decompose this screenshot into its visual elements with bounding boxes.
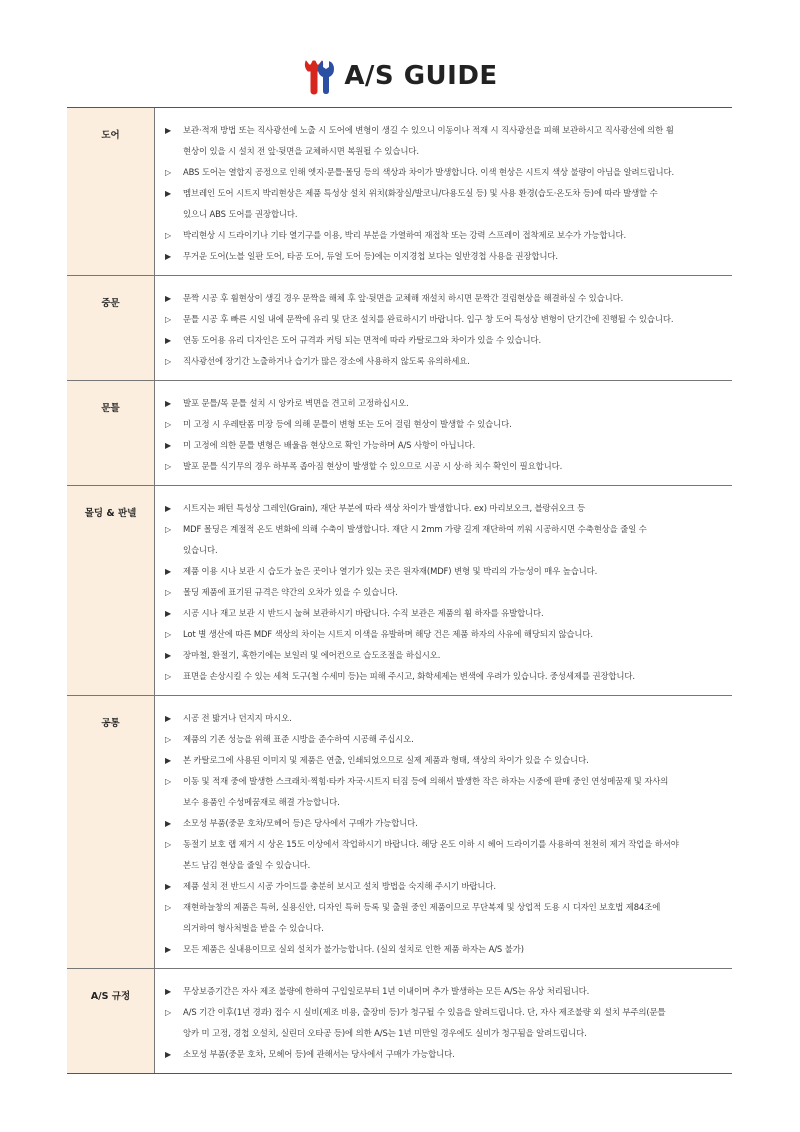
section-row [67, 968, 732, 1073]
guide-item-text: 소모성 부품(중문 호차, 모헤어 등)에 관해서는 당사에서 구매가 가능합니다. [183, 1049, 455, 1059]
guide-item [165, 813, 726, 834]
filled-triangle-bullet-icon: ▶ [165, 1050, 172, 1059]
guide-item-text: 보관·적재 방법 또는 직사광선에 노출 시 도어에 변형이 생길 수 있으니 이동이나 적재 시 직사광선을 피해 보관하시고 직사광선에 의한 휨 현상이 있을 시 설치 전 앞·뒷면을 교체하시면 복원될 수 있습니다. [183, 125, 674, 156]
outline-triangle-bullet-icon: ▷ [165, 357, 172, 366]
outline-triangle-bullet-icon: ▷ [165, 420, 172, 429]
guide-item-text: 시트지는 패턴 특성상 그레인(Grain), 재단 부분에 따라 색상 차이가 발생합니다. ex) 마리보오크, 블랑쉬오크 등 [183, 503, 586, 513]
guide-item [165, 561, 726, 582]
guide-item-text: 시공 시나 재고 보관 시 반드시 눕혀 보관하시기 바랍니다. 수직 보관은 제품의 휨 하자를 유발합니다. [183, 608, 544, 618]
guide-item [165, 330, 726, 351]
guide-item-text: 제품의 기존 성능을 위해 표준 시방을 준수하여 시공해 주십시오. [183, 734, 414, 744]
guide-item [165, 288, 726, 309]
outline-triangle-bullet-icon: ▷ [165, 462, 172, 471]
guide-item [165, 771, 726, 813]
guide-item-text: 문짝 시공 후 휨현상이 생길 경우 문짝을 해체 후 앞·뒷면을 교체해 재설치 하시면 문짝간 걸림현상을 해결하실 수 있습니다. [183, 293, 624, 303]
section-label: 중문 [67, 276, 155, 380]
guide-item [165, 1044, 726, 1065]
guide-item [165, 897, 726, 939]
outline-triangle-bullet-icon: ▷ [165, 735, 172, 744]
outline-triangle-bullet-icon: ▷ [165, 1008, 172, 1017]
section-label: 공통 [67, 696, 155, 968]
filled-triangle-bullet-icon: ▶ [165, 945, 172, 954]
outline-triangle-bullet-icon: ▷ [165, 525, 172, 534]
section-row [67, 108, 732, 275]
guide-item [165, 519, 726, 561]
guide-item [165, 939, 726, 960]
guide-item [165, 729, 726, 750]
filled-triangle-bullet-icon: ▶ [165, 567, 172, 576]
section-row [67, 275, 732, 380]
section-label: 문틀 [67, 381, 155, 485]
guide-item [165, 645, 726, 666]
filled-triangle-bullet-icon: ▶ [165, 819, 172, 828]
guide-item-text: 본 카탈로그에 사용된 이미지 및 제품은 연출, 인쇄되었으므로 실제 제품과 형태, 색상의 차이가 있을 수 있습니다. [183, 755, 589, 765]
filled-triangle-bullet-icon: ▶ [165, 714, 172, 723]
guide-item-text: Lot 별 생산에 따른 MDF 색상의 차이는 시트지 이색을 유발하며 해당 건은 제품 하자의 사유에 해당되지 않습니다. [183, 629, 593, 639]
section-content [155, 108, 732, 275]
section-content [155, 381, 732, 485]
guide-item [165, 1002, 726, 1044]
guide-item-text: 문틀 시공 후 빠른 시일 내에 문짝에 유리 및 단조 설치를 완료하시기 바랍니다. 입구 창 도어 특성상 변형이 단기간에 진행될 수 있습니다. [183, 314, 674, 324]
guide-item-text: 동절기 보호 랩 제거 시 상온 15도 이상에서 작업하시기 바랍니다. 해당 온도 이하 시 헤어 드라이기를 사용하여 천천히 제거 작업을 하셔야 본드 남김 현상을 줄일 수 있습니다. [183, 839, 679, 870]
outline-triangle-bullet-icon: ▷ [165, 903, 172, 912]
guide-item-text: 미 고정에 의한 문틀 변형은 배울음 현상으로 확인 가능하며 A/S 사항이 아닙니다. [183, 440, 476, 450]
guide-item-text: 연동 도어용 유리 디자인은 도어 규격과 커팅 되는 면적에 따라 카탈로그와 차이가 있을 수 있습니다. [183, 335, 542, 345]
filled-triangle-bullet-icon: ▶ [165, 399, 172, 408]
guide-item-text: 몰딩 제품에 표기된 규격은 약간의 오차가 있을 수 있습니다. [183, 587, 398, 597]
guide-item [165, 666, 726, 687]
filled-triangle-bullet-icon: ▶ [165, 336, 172, 345]
filled-triangle-bullet-icon: ▶ [165, 189, 172, 198]
filled-triangle-bullet-icon: ▶ [165, 441, 172, 450]
guide-item [165, 750, 726, 771]
guide-item-text: 직사광선에 장기간 노출하거나 습기가 많은 장소에 사용하지 않도록 유의하세요. [183, 356, 470, 366]
guide-item [165, 246, 726, 267]
guide-item [165, 183, 726, 225]
outline-triangle-bullet-icon: ▷ [165, 777, 172, 786]
guide-item [165, 708, 726, 729]
outline-triangle-bullet-icon: ▷ [165, 588, 172, 597]
page-title: A/S GUIDE [344, 61, 498, 91]
guide-item-text: 무거운 도어(노블 일판 도어, 타공 도어, 듀얼 도어 등)에는 이지경첩 보다는 일반경첩 사용을 권장합니다. [183, 251, 558, 261]
section-label: 도어 [67, 108, 155, 275]
section-row [67, 380, 732, 485]
guide-item-text: 멤브레인 도어 시트지 박리현상은 제품 특성상 설치 위치(화장실/발코니/다용도실 등) 및 사용 환경(습도·온도차 등)에 따라 발생할 수 있으니 ABS 도어를 권장합니다. [183, 188, 658, 219]
filled-triangle-bullet-icon: ▶ [165, 126, 172, 135]
wrench-spanner-icon [302, 57, 336, 95]
guide-item-text: 모든 제품은 실내용이므로 실외 설치가 불가능합니다. (실외 설치로 인한 제품 하자는 A/S 불가) [183, 944, 524, 954]
guide-item [165, 414, 726, 435]
section-row [67, 485, 732, 695]
section-label: 몰딩 & 판넬 [67, 486, 155, 695]
outline-triangle-bullet-icon: ▷ [165, 315, 172, 324]
guide-item-text: 발포 문틀 식기무의 경우 하부폭 좁아짐 현상이 발생할 수 있으므로 시공 시 상·하 치수 확인이 필요합니다. [183, 461, 563, 471]
guide-item-text: 이동 및 적재 중에 발생한 스크래치·찍힘·타카 자국·시트지 터짐 등에 의해서 발생한 작은 하자는 시중에 판매 중인 연성메꿈재 및 자사의 보수 용품인 수성메꿈재로 해결 가능합니다. [183, 776, 669, 807]
outline-triangle-bullet-icon: ▷ [165, 672, 172, 681]
guide-item [165, 435, 726, 456]
guide-item [165, 162, 726, 183]
guide-item-text: 제품 설치 전 반드시 시공 가이드를 충분히 보시고 설치 방법을 숙지해 주시기 바랍니다. [183, 881, 496, 891]
guide-item [165, 834, 726, 876]
guide-item-text: 박리현상 시 드라이기나 기타 열기구를 이용, 박리 부분을 가열하여 재접착 또는 강력 스프레이 접착제로 보수가 가능합니다. [183, 230, 627, 240]
guide-item [165, 876, 726, 897]
filled-triangle-bullet-icon: ▶ [165, 987, 172, 996]
filled-triangle-bullet-icon: ▶ [165, 609, 172, 618]
guide-item-text: A/S 기간 이후(1년 경과) 접수 시 실비(제조 비용, 출장비 등)가 청구될 수 있음을 알려드립니다. 단, 자사 제조불량 외 설치 부주의(문틀 앙카 미 고정, 경첩 오설치, 실린더 오타공 등)에 의한 A/S는 1년 미만일 경우에도 실비가 청구됨을 알려드립니다. [183, 1007, 666, 1038]
filled-triangle-bullet-icon: ▶ [165, 504, 172, 513]
guide-item-text: ABS 도어는 열합지 공정으로 인해 엣지·문틀·몰딩 등의 색상과 차이가 발생합니다. 이색 현상은 시트지 색상 불량이 아님을 알려드립니다. [183, 167, 675, 177]
guide-item [165, 498, 726, 519]
guide-item [165, 351, 726, 372]
filled-triangle-bullet-icon: ▶ [165, 882, 172, 891]
filled-triangle-bullet-icon: ▶ [165, 252, 172, 261]
section-row [67, 695, 732, 968]
guide-item-text: 소모성 부품(중문 호차/모헤어 등)은 당사에서 구매가 가능합니다. [183, 818, 418, 828]
guide-item [165, 981, 726, 1002]
outline-triangle-bullet-icon: ▷ [165, 630, 172, 639]
outline-triangle-bullet-icon: ▷ [165, 840, 172, 849]
outline-triangle-bullet-icon: ▷ [165, 231, 172, 240]
guide-item-text: 무상보증기간은 자사 제조 불량에 한하여 구입일로부터 1년 이내이며 추가 발생하는 모든 A/S는 유상 처리됩니다. [183, 986, 590, 996]
guide-item-text: MDF 몰딩은 계절적 온도 변화에 의해 수축이 발생합니다. 재단 시 2mm 가량 길게 재단하여 끼워 시공하시면 수축현상을 줄일 수 있습니다. [183, 524, 647, 555]
guide-item [165, 582, 726, 603]
page-header [0, 54, 800, 98]
filled-triangle-bullet-icon: ▶ [165, 756, 172, 765]
guide-table [67, 107, 732, 1074]
guide-item [165, 309, 726, 330]
guide-item-text: 발포 문틀/목 문틀 설치 시 앙카로 벽면을 견고히 고정하십시오. [183, 398, 409, 408]
section-content [155, 486, 732, 695]
guide-item [165, 624, 726, 645]
section-content [155, 276, 732, 380]
section-content [155, 696, 732, 968]
outline-triangle-bullet-icon: ▷ [165, 168, 172, 177]
guide-item-text: 제품 이용 시나 보관 시 습도가 높은 곳이나 열기가 있는 곳은 원자재(MDF) 변형 및 박리의 가능성이 매우 높습니다. [183, 566, 598, 576]
filled-triangle-bullet-icon: ▶ [165, 651, 172, 660]
guide-item [165, 120, 726, 162]
guide-item-text: 시공 전 밟거나 던지지 마시오. [183, 713, 292, 723]
guide-item-text: 장마철, 환절기, 혹한기에는 보일러 및 에어컨으로 습도조절을 하십시오. [183, 650, 441, 660]
guide-item [165, 603, 726, 624]
filled-triangle-bullet-icon: ▶ [165, 294, 172, 303]
guide-item-text: 재현하늘창의 제품은 특허, 실용신안, 디자인 특허 등록 및 출원 중인 제품이므로 무단복제 및 상업적 도용 시 디자인 보호법 제84조에 의거하여 형사처벌을 받을 수 있습니다. [183, 902, 661, 933]
guide-item-text: 미 고정 시 우레탄폼 미장 등에 의해 문틀이 변형 또는 도어 걸림 현상이 발생할 수 있습니다. [183, 419, 512, 429]
guide-item [165, 393, 726, 414]
guide-item [165, 225, 726, 246]
section-content [155, 969, 732, 1073]
guide-item [165, 456, 726, 477]
section-label: A/S 규정 [67, 969, 155, 1073]
guide-item-text: 표면을 손상시킬 수 있는 세척 도구(철 수세미 등)는 피해 주시고, 화학세제는 변색에 우려가 있습니다. 중성세제를 권장합니다. [183, 671, 635, 681]
